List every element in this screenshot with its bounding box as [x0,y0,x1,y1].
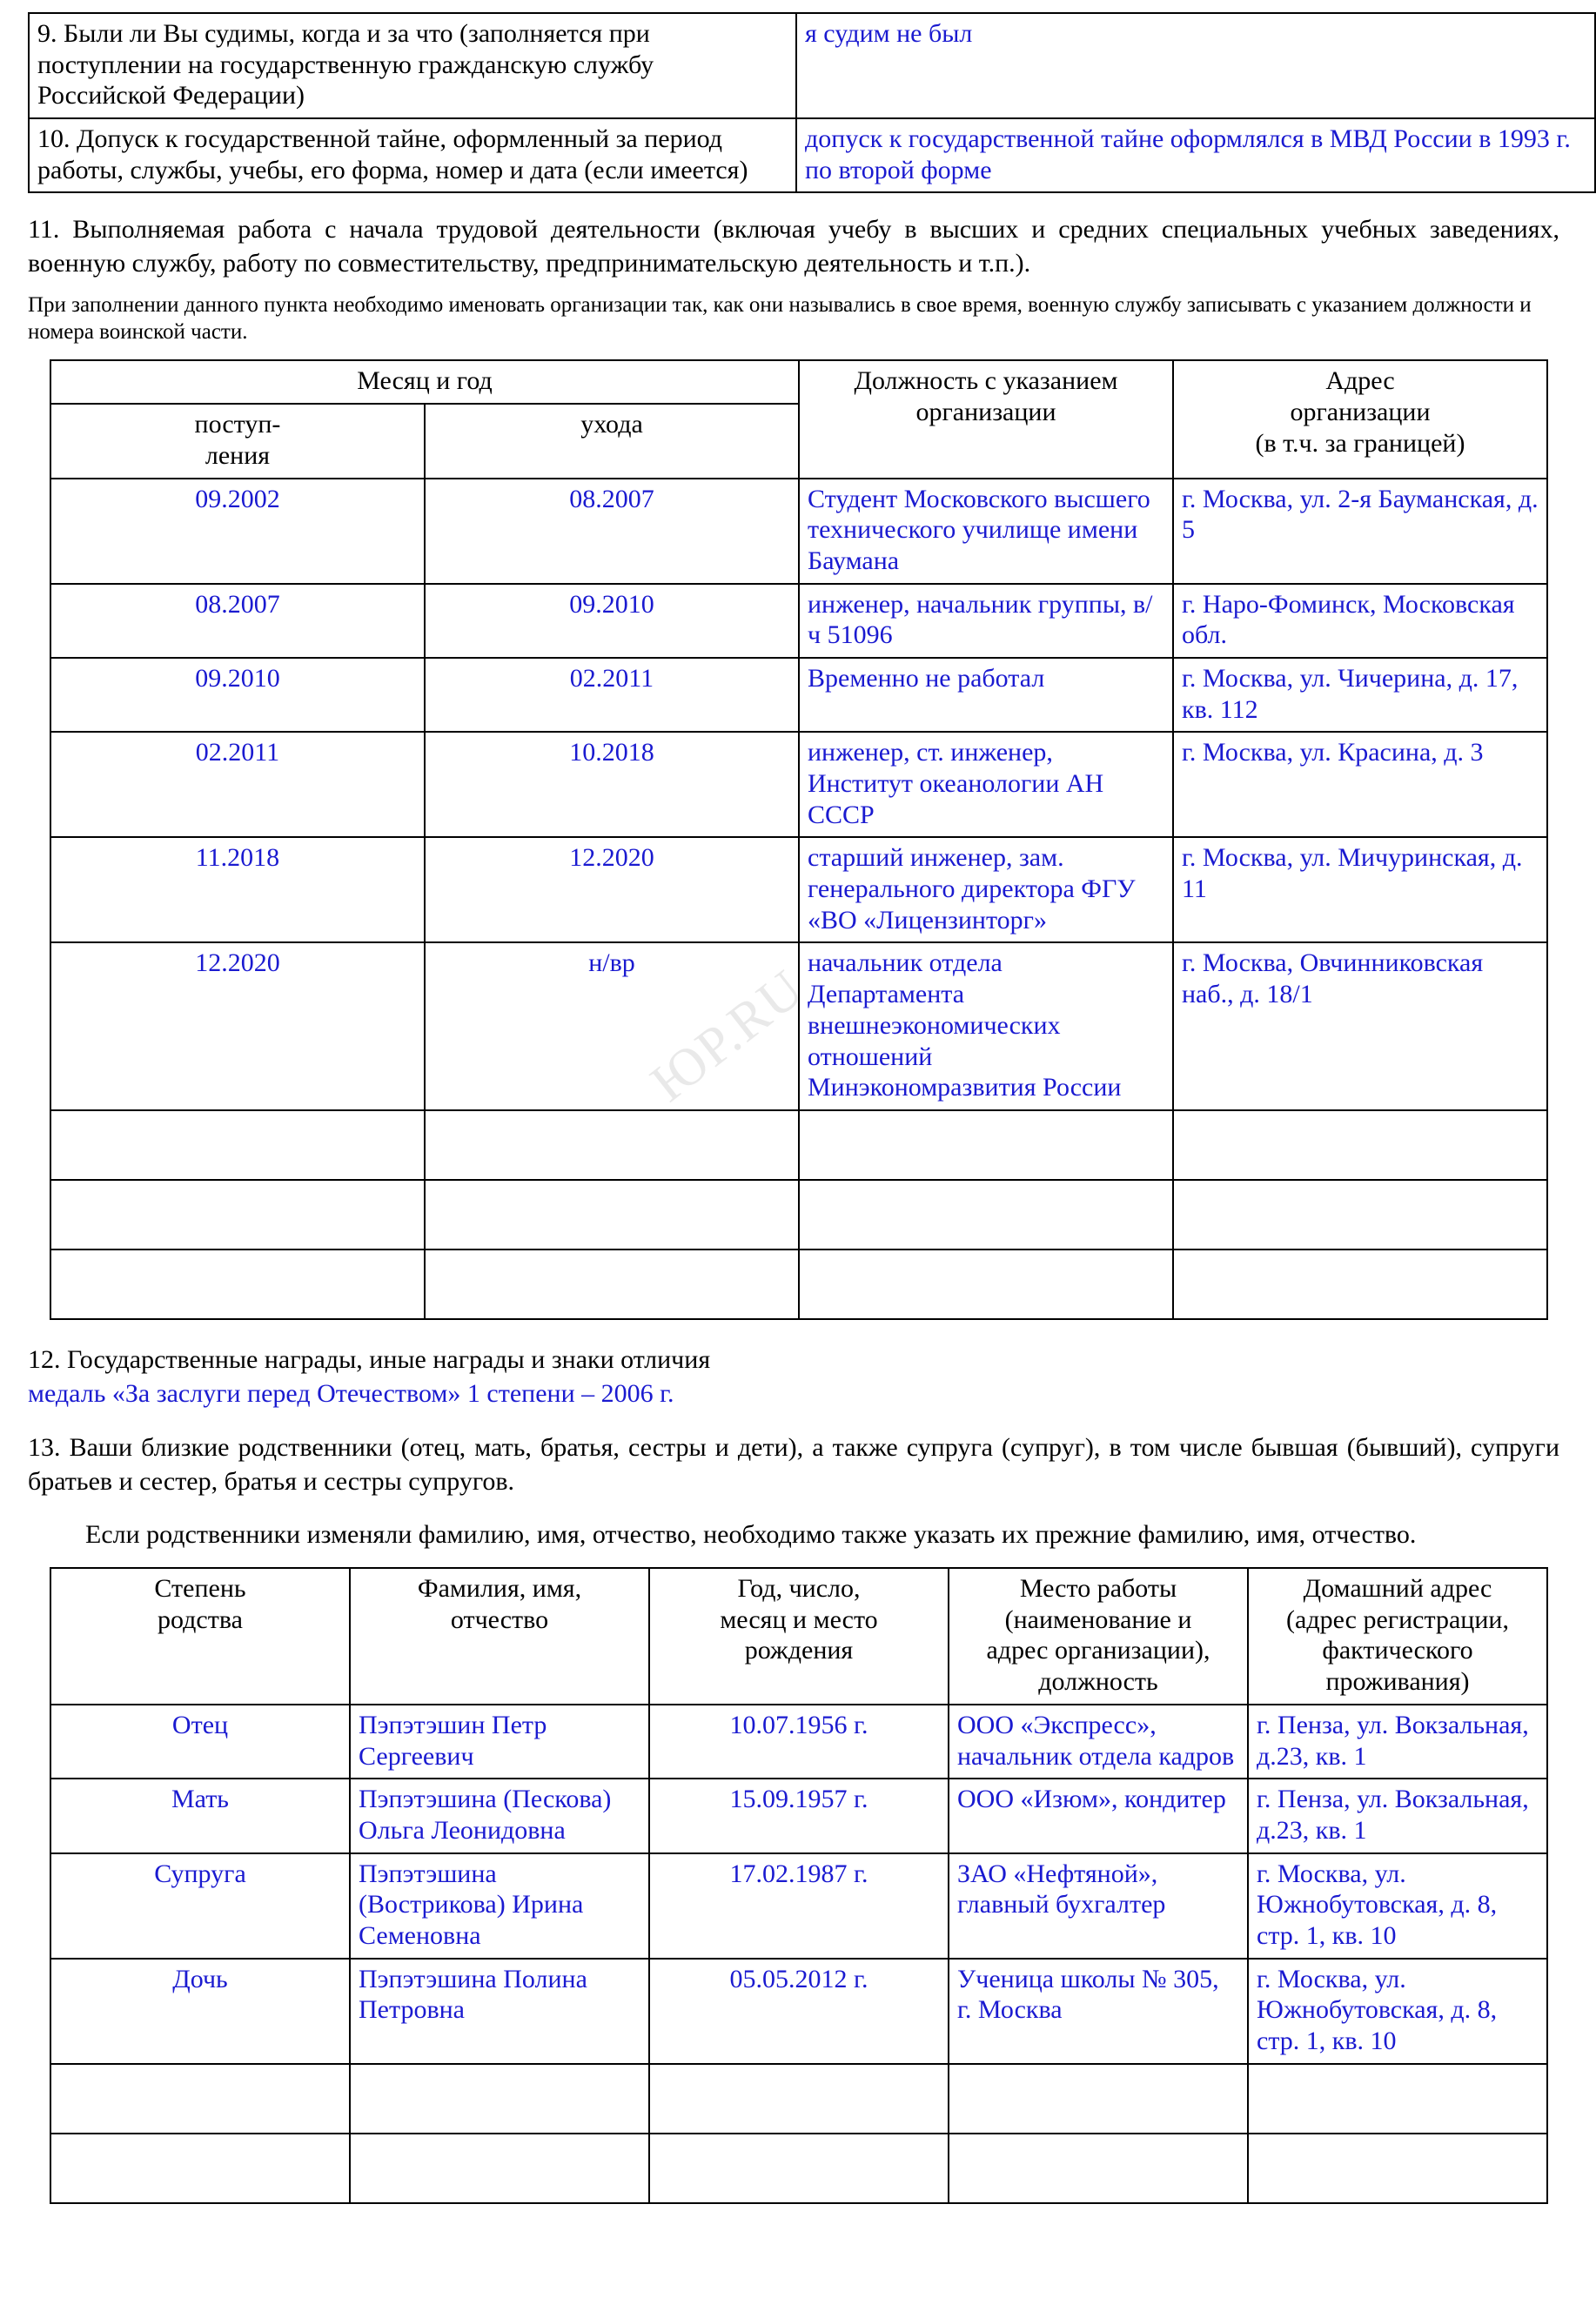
work-cell-position[interactable]: старший инженер, зам. генерального директора ФГУ «ВО «Лицензинторг» [799,837,1173,942]
relative-cell-work[interactable]: Ученица школы № 305, г. Москва [949,1959,1248,2064]
work-table-body [50,479,1547,1319]
item-11-note: При заполнении данного пункта необходимо именовать организации так, как они назывались в свое время, военную службу записывать с указанием должности и номера воинской части. [28,293,1532,344]
item-12-block [28,1343,1575,1411]
work-cell-to[interactable]: 09.2010 [425,584,799,658]
relative-cell-home[interactable]: г. Пенза, ул. Вокзальная, д.23, кв. 1 [1248,1779,1547,1852]
relatives-header-home-line1: Домашний адрес [1303,1574,1492,1604]
work-table-header-row-1 [50,360,1547,404]
relatives-header-birth-line2: месяц и место [720,1605,878,1634]
relatives-table [50,1567,1548,2204]
relative-cell-name[interactable]: Пэпэтэшина (Пескова) Ольга Леонидовна [350,1779,649,1852]
relatives-header-home-line4: проживания) [1325,1667,1470,1697]
watermark: ЮР.RU [640,958,815,1114]
work-cell-to[interactable]: 08.2007 [425,479,799,584]
work-header-from-line2: ления [205,440,271,470]
work-cell-to[interactable]: н/вр [425,942,799,1109]
work-header-from-line1: поступ- [194,410,281,439]
relative-cell-work[interactable]: ООО «Изюм», кондитер [949,1779,1248,1852]
question-10-answer[interactable]: допуск к государственной тайне оформлялся в МВД России в 1993 г. по второй форме [796,118,1595,192]
relatives-header-work [949,1568,1248,1705]
work-cell-empty[interactable] [50,1249,425,1319]
work-cell-empty[interactable] [799,1249,1173,1319]
table-row-empty [50,2134,1547,2203]
relatives-header-home-line2: (адрес регистрации, [1286,1605,1509,1634]
table-row-empty [50,1180,1547,1249]
work-cell-empty[interactable] [425,1180,799,1249]
relative-cell-empty[interactable] [350,2064,649,2134]
work-cell-position[interactable]: инженер, начальник группы, в/ч 51096 [799,584,1173,658]
work-header-to: ухода [425,404,799,478]
relatives-header-birth-line1: Год, число, [737,1574,861,1604]
work-header-address [1173,360,1547,478]
work-header-address-line2: организации [1290,398,1431,427]
table-row-empty [50,2064,1547,2134]
item-12-heading: 12. Государственные награды, иные награды и знаки отличия [28,1344,711,1374]
relative-cell-empty[interactable] [50,2064,350,2134]
work-cell-to[interactable]: 10.2018 [425,732,799,837]
table-row [50,658,1547,732]
table-row [50,942,1547,1109]
relative-cell-relation[interactable]: Мать [50,1779,350,1852]
relative-cell-name[interactable]: Пэпэтэшина Полина Петровна [350,1959,649,2064]
table-row [50,1705,1547,1779]
work-cell-empty[interactable] [1173,1249,1547,1319]
question-9-label: 9. Были ли Вы судимы, когда и за что (заполняется при поступлении на государственную гражданскую службу Российской Федерации) [29,13,796,118]
work-cell-from[interactable]: 11.2018 [50,837,425,942]
item-11-heading: 11. Выполняемая работа с начала трудовой деятельности (включая учебу в высших и средних специальных учебных заведениях, военную службу, работу по совместительству, предпринимательскую деятельность и т.п.). [28,215,1559,278]
work-cell-from[interactable]: 12.2020 [50,942,425,1109]
relatives-header-work-line2: (наименование и [1004,1605,1192,1634]
work-cell-address[interactable]: г. Москва, Овчинниковская наб., д. 18/1 [1173,942,1547,1109]
relative-cell-empty[interactable] [350,2134,649,2203]
relative-cell-empty[interactable] [50,2134,350,2203]
work-cell-empty[interactable] [799,1110,1173,1180]
relatives-header-work-line1: Место работы [1019,1574,1177,1604]
work-cell-address[interactable]: г. Наро-Фоминск, Московская обл. [1173,584,1547,658]
work-cell-empty[interactable] [50,1180,425,1249]
relatives-header-name [350,1568,649,1705]
work-header-position-line1: Должность с указанием [854,366,1118,396]
relatives-header-home-line3: фактического [1322,1636,1473,1665]
table-row [50,1779,1547,1852]
relatives-header-relation [50,1568,350,1705]
table-row-empty [50,1249,1547,1319]
relatives-header-work-line4: должность [1038,1667,1158,1697]
table-row [50,1853,1547,1959]
relatives-header-relation-line2: родства [158,1605,243,1634]
question-10-label: 10. Допуск к государственной тайне, оформленный за период работы, службы, учебы, его форма, номер и дата (если имеется) [29,118,796,192]
work-cell-address[interactable]: г. Москва, ул. Красина, д. 3 [1173,732,1547,837]
work-cell-empty[interactable] [1173,1180,1547,1249]
relative-cell-empty[interactable] [949,2064,1248,2134]
work-cell-from[interactable]: 09.2010 [50,658,425,732]
table-row [29,13,1595,118]
relative-cell-empty[interactable] [1248,2134,1547,2203]
relative-cell-relation[interactable]: Супруга [50,1853,350,1959]
relative-cell-home[interactable]: г. Москва, ул. Южнобутовская, д. 8, стр. 1, кв. 10 [1248,1853,1547,1959]
table-row [50,837,1547,942]
relative-cell-relation[interactable]: Дочь [50,1959,350,2064]
work-cell-empty[interactable] [425,1249,799,1319]
relative-cell-empty[interactable] [949,2134,1248,2203]
table-row [29,118,1595,192]
relative-cell-birth[interactable]: 17.02.1987 г. [649,1853,949,1959]
work-cell-from[interactable]: 02.2011 [50,732,425,837]
work-cell-empty[interactable] [50,1110,425,1180]
question-9-answer[interactable]: я судим не был [796,13,1595,118]
relatives-header-birth [649,1568,949,1705]
relative-cell-relation[interactable]: Отец [50,1705,350,1779]
relative-cell-work[interactable]: ООО «Экспресс», начальник отдела кадров [949,1705,1248,1779]
work-history-table [50,359,1548,1319]
relatives-header-birth-line3: рождения [744,1636,854,1665]
work-cell-position[interactable]: Временно не работал [799,658,1173,732]
work-cell-position[interactable]: инженер, ст. инженер, Институт океанологии АН СССР [799,732,1173,837]
table-row [50,732,1547,837]
relative-cell-birth[interactable]: 15.09.1957 г. [649,1779,949,1852]
relatives-header-work-line3: адрес организации), [986,1636,1210,1665]
relatives-header-relation-line1: Степень [154,1574,246,1604]
relatives-header-name-line1: Фамилия, имя, [417,1574,582,1604]
relatives-header-name-line2: отчество [450,1605,549,1634]
relatives-header-home [1248,1568,1547,1705]
table-row [50,584,1547,658]
work-cell-empty[interactable] [799,1180,1173,1249]
relative-cell-birth[interactable]: 05.05.2012 г. [649,1959,949,2064]
work-header-position [799,360,1173,478]
work-header-position-line2: организации [915,398,1056,427]
relative-cell-home[interactable]: г. Пенза, ул. Вокзальная, д.23, кв. 1 [1248,1705,1547,1779]
work-cell-address[interactable]: г. Москва, ул. Мичуринская, д. 11 [1173,837,1547,942]
relative-cell-home[interactable]: г. Москва, ул. Южнобутовская, д. 8, стр. 1, кв. 10 [1248,1959,1547,2064]
work-cell-address[interactable]: г. Москва, ул. Чичерина, д. 17, кв. 112 [1173,658,1547,732]
relative-cell-empty[interactable] [1248,2064,1547,2134]
work-cell-to[interactable]: 02.2011 [425,658,799,732]
work-cell-from[interactable]: 08.2007 [50,584,425,658]
work-cell-empty[interactable] [1173,1110,1547,1180]
relative-cell-name[interactable]: Пэпэтэшин Петр Сергеевич [350,1705,649,1779]
relative-cell-work[interactable]: ЗАО «Нефтяной», главный бухгалтер [949,1853,1248,1959]
work-cell-position[interactable]: Студент Московского высшего технического училище имени Баумана [799,479,1173,584]
relative-cell-name[interactable]: Пэпэтэшина (Вострикова) Ирина Семеновна [350,1853,649,1959]
work-header-from [50,404,425,478]
work-header-month-year: Месяц и год [50,360,799,404]
relative-cell-birth[interactable]: 10.07.1956 г. [649,1705,949,1779]
relatives-table-body [50,1705,1547,2203]
questions-9-10-table [28,12,1596,193]
work-cell-empty[interactable] [425,1110,799,1180]
work-header-address-line3: (в т.ч. за границей) [1255,428,1465,458]
relatives-header-row [50,1568,1547,1705]
work-cell-to[interactable]: 12.2020 [425,837,799,942]
item-13-paragraph-2: Если родственники изменяли фамилию, имя, отчество, необходимо также указать их прежние фамилию, имя, отчество. [85,1520,1417,1550]
work-cell-address[interactable]: г. Москва, ул. 2-я Бауманская, д. 5 [1173,479,1547,584]
item-13-paragraph-1: 13. Ваши близкие родственники (отец, мать, братья, сестры и дети), а также супруга (супруг), в том числе бывшая (бывший), супруги братьев и сестер, братья и сестры супругов. [28,1433,1559,1497]
work-cell-from[interactable]: 09.2002 [50,479,425,584]
table-row-empty [50,1110,1547,1180]
work-header-address-line1: Адрес [1325,366,1395,396]
table-row [50,479,1547,584]
relative-cell-empty[interactable] [649,2064,949,2134]
item-12-answer[interactable]: медаль «За заслуги перед Отечеством» 1 степени – 2006 г. [28,1379,674,1409]
relative-cell-empty[interactable] [649,2134,949,2203]
table-row [50,1959,1547,2064]
work-cell-position[interactable]: начальник отдела Департамента внешнеэкономических отношений Минэкономразвития России [799,942,1173,1109]
